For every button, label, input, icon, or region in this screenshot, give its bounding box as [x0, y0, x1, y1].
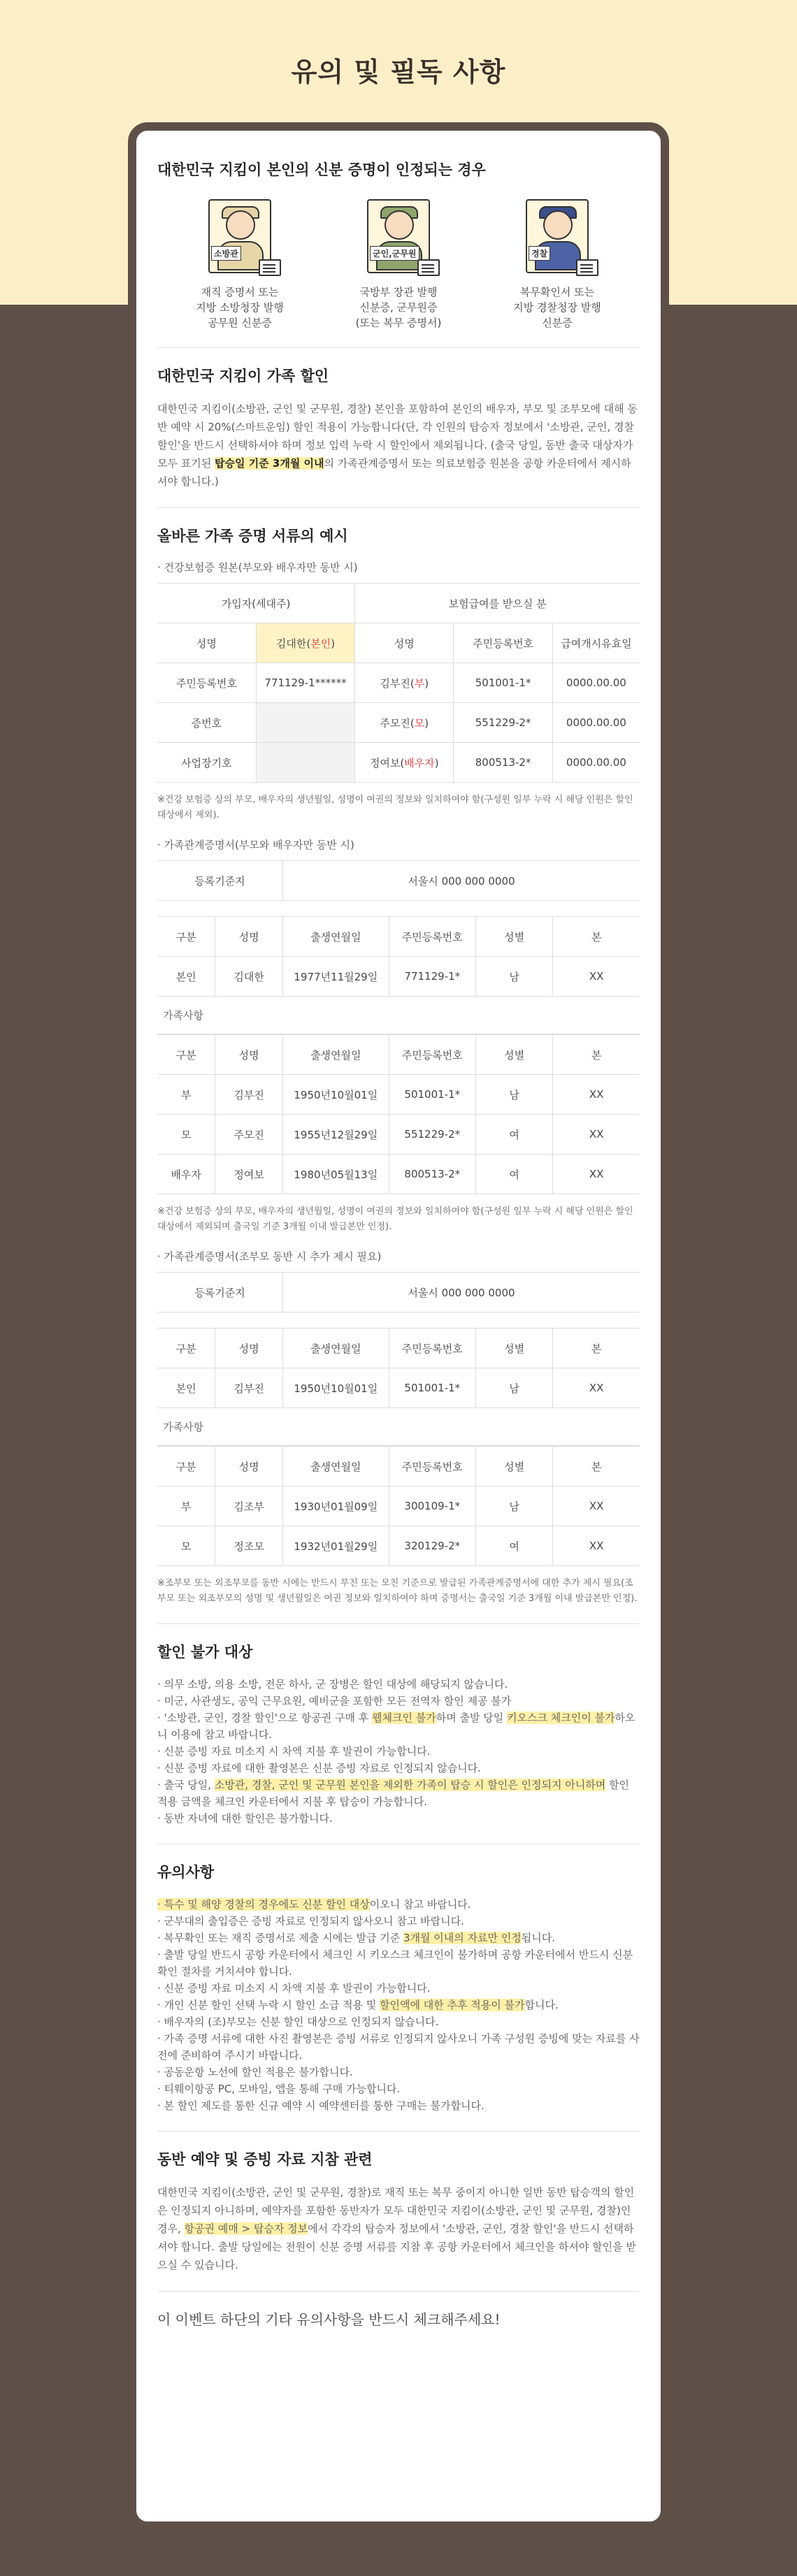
note-family-cert: ※건강 보험증 상의 부모, 배우자의 생년월일, 성명이 여권의 정보와 일치하여야 함(구성원 일부 누락 시 해당 인원은 할인 대상에서 제외되며 출국일 기준 3개월 이내 발급본만 인정). [157, 1206, 633, 1232]
table-row: 부 김부진 1950년10월01일 501001-1* 남 XX [157, 1075, 640, 1115]
divider [157, 2291, 640, 2292]
list-item: · 개인 신분 할인 선택 누락 시 할인 소급 적용 및 할인액에 대한 추후 적용이 불가합니다. [157, 1999, 559, 2011]
family-cert-reg-table [157, 860, 640, 901]
page-title: 유의 및 필독 사항 [291, 57, 506, 87]
list-item: · '소방관, 군인, 경찰 할인'으로 항공권 구매 후 웹체크인 불가하며 출발 당일 키오스크 체크인이 불가하오니 이용에 참고 바랍니다. [157, 1712, 636, 1741]
note-insurance: ※건강 보험증 상의 부모, 배우자의 생년월일, 성명이 여권의 정보와 일치하여야 함(구성원 일부 누락 시 해당 인원은 할인 대상에서 제외). [157, 795, 633, 820]
table-row: 구분 성명 출생연월일 주민등록번호 성별 본 [157, 1329, 640, 1368]
list-item: · 배우자의 (조)부모는 신분 할인 대상으로 인정되지 않습니다. [157, 2016, 439, 2028]
grandparent-cert-table [157, 1328, 640, 1408]
identity-icons-row [157, 194, 640, 331]
police-icon: 경찰 [526, 199, 589, 273]
table-row: 모 정조모 1932년01월29일 320129-2* 여 XX [157, 1526, 640, 1566]
notice-card [128, 122, 669, 2530]
table-row: 등록기준지 서울시 000 000 0000 [157, 1273, 640, 1312]
list-item: · 본 할인 제도를 통한 신규 예약 시 예약센터를 통한 구매는 불가합니다. [157, 2099, 484, 2112]
list-item: · 가족 증명 서류에 대한 사진 촬영본은 증빙 서류로 인정되지 않사오니 가족 구성원 증빙에 맞는 자료를 사전에 준비하여 주시기 바랍니다. [157, 2032, 640, 2062]
list-item: · 출발 당일 반드시 공항 카운터에서 체크인 시 키오스크 체크인이 불가하며 공항 카운터에서 반드시 신분 확인 절차를 거치셔야 합니다. [157, 1948, 633, 1978]
list-item: · 공동운항 노선에 할인 적용은 불가합니다. [157, 2066, 353, 2078]
section-heading-identity: 대한민국 지킴이 본인의 신분 증명이 인정되는 경우 [157, 161, 486, 178]
grandparent-reg-table [157, 1272, 640, 1312]
table-row: 배우자 정여보 1980년05월13일 800513-2* 여 XX [157, 1155, 640, 1194]
list-item: · 미군, 사관생도, 공익 근무요원, 예비군을 포함한 모든 전역자 할인 제공 불가 [157, 1695, 512, 1707]
not-eligible-list [157, 1676, 640, 1827]
table-row: 부 김조부 1930년01월09일 300109-1* 남 XX [157, 1486, 640, 1526]
note-grandparents: ※조부모 또는 외조부모를 동반 시에는 반드시 부친 또는 모친 기준으로 발급된 가족관계증명서에 대한 추가 제시 필요(조부모 또는 외조부모의 성명 및 생년월일은 여권 정보와 일치하여야 하며 증명서는 출국일 기준 3개월 이내 발급본만 인정). [157, 1578, 638, 1604]
table-row: 사업장기호 정여보(배우자) 800513-2* 0000.00.00 [157, 743, 640, 783]
section-heading-documents: 올바른 가족 증명 서류의 예시 [157, 528, 348, 544]
divider [157, 347, 640, 348]
list-item: · 동반 자녀에 대한 할인은 불가합니다. [157, 1812, 333, 1825]
divider [157, 507, 640, 508]
table-row: 등록기준지 서울시 000 000 0000 [157, 861, 640, 901]
section-heading-not-eligible: 할인 불가 대상 [157, 1644, 253, 1660]
table-row: 본인 김부진 1950년10월01일 501001-1* 남 XX [157, 1368, 640, 1408]
list-item: · 복무확인 또는 재직 증명서로 제출 시에는 발급 기준 3개월 이내의 자료만 인정됩니다. [157, 1932, 555, 1944]
firefighter-icon: 소방관 [208, 199, 271, 273]
firefighter-item: 소방관 재직 증명서 또는 지방 소방청장 발행 공무원 신분증 [171, 199, 308, 331]
list-item: · 신분 증빙 자료에 대한 촬영본은 신분 증빙 자료로 인정되지 않습니다. [157, 1762, 481, 1774]
family-members-table [157, 1034, 640, 1194]
soldier-icon: 군인,군무원 [367, 199, 430, 273]
list-item: · 특수 및 해양 경찰의 경우에도 신분 할인 대상이오니 참고 바랍니다. [157, 1898, 471, 1911]
divider [157, 2131, 640, 2132]
subhead-family-cert: · 가족관계증명서(부모와 배우자만 동반 시) [157, 839, 354, 851]
notes-list [157, 1896, 640, 2114]
section-heading-companion: 동반 예약 및 증빙 자료 지참 관련 [157, 2151, 373, 2168]
soldier-item: 군인,군무원 국방부 장관 발행 신분증, 군무원증 (또는 복무 증명서) [330, 199, 467, 331]
family-label: 가족사항 [157, 1408, 640, 1446]
table-row: 성명 김대한(본인) 성명 주민등록번호 급여개시유효일 [157, 623, 640, 663]
police-item: 경찰 복무확인서 또는 지방 경찰청장 발행 신분증 [489, 199, 626, 331]
family-discount-text: 대한민국 지킴이(소방관, 군인 및 군무원, 경찰) 본인을 포함하여 본인의 배우자, 부모 및 조부모에 대해 동반 예약 시 20%(스마트운임) 할인 적용이 가능합니다(단, 각 인원의 탑승자 정보에서 '소방관, 군인, 경찰 할인'을 반드시 선택하셔야 하며 정보 입력 누락 시 할인에서 제외됩니다. (출국 당일, 동반 출국 대상자가 모두 표기된 탑승일 기준 3개월 이내의 가족관계증명서 또는 의료보험증 원본을 공항 카운터에서 제시하셔야 합니다.) [157, 403, 638, 488]
list-item: · 신분 증빙 자료 미소지 시 차액 지불 후 발권이 가능합니다. [157, 1745, 431, 1758]
subhead-insurance: · 건강보험증 원본(부모와 배우자만 동반 시) [157, 561, 358, 574]
companion-text: 대한민국 지킴이(소방관, 군인 및 군무원, 경찰)로 재직 또는 복무 중이지 아니한 일반 동반 탑승객의 할인은 인정되지 아니하며, 예약자를 포함한 동반자가 모두 대한민국 지킴이(소방관, 군인 및 군무원, 경찰)인 경우, 항공권 예매 > 탑승자 정보에서 각각의 탑승자 정보에서 '소방관, 군인, 경찰 할인'을 반드시 선택하셔야 합니다. 출발 당일에는 전원이 신분 증명 서류를 지참 후 공항 카운터에서 체크인을 하셔야 할인을 받으실 수 있습니다. [157, 2186, 636, 2271]
divider [157, 1623, 640, 1624]
list-item: · 출국 당일, 소방관, 경찰, 군인 및 군무원 본인을 제외한 가족이 탑승 시 할인은 인정되지 아니하며 할인 적용 금액을 체크인 카운터에서 지불 후 탑승이 가능합니다. [157, 1779, 629, 1808]
list-item: · 신분 증빙 자료 미소지 시 차액 지불 후 발권이 가능합니다. [157, 1982, 431, 1995]
list-item: · 티웨이항공 PC, 모바일, 앱을 통해 구매 가능합니다. [157, 2083, 401, 2095]
section-heading-family-discount: 대한민국 지킴이 가족 할인 [157, 368, 329, 384]
table-row: 구분 성명 출생연월일 주민등록번호 성별 본 [157, 1447, 640, 1486]
list-item: · 군부대의 출입증은 증빙 자료로 인정되지 않사오니 참고 바랍니다. [157, 1915, 464, 1927]
insurance-card-table [157, 583, 640, 783]
section-heading-notes: 유의사항 [157, 1864, 215, 1881]
grandparent-members-table [157, 1446, 640, 1566]
table-row: 구분 성명 출생연월일 주민등록번호 성별 본 [157, 1035, 640, 1075]
table-row: 본인 김대한 1977년11월29일 771129-1* 남 XX [157, 957, 640, 997]
subhead-grandparents: · 가족관계증명서(조부모 동반 시 추가 제시 필요) [157, 1250, 382, 1263]
table-row: 주민등록번호 771129-1****** 김부진(부) 501001-1* 0000.00.00 [157, 663, 640, 703]
table-row: 가입자(세대주) 보험급여를 받으실 분 [157, 584, 640, 623]
table-row: 구분 성명 출생연월일 주민등록번호 성별 본 [157, 917, 640, 957]
family-label: 가족사항 [157, 997, 640, 1034]
table-row: 증번호 주모진(모) 551229-2* 0000.00.00 [157, 703, 640, 743]
table-row: 모 주모진 1955년12월29일 551229-2* 여 XX [157, 1115, 640, 1155]
family-cert-table [157, 916, 640, 997]
list-item: · 의무 소방, 의용 소방, 전문 하사, 군 장병은 할인 대상에 해당되지 않습니다. [157, 1678, 508, 1691]
bottom-message: 이 이벤트 하단의 기타 유의사항을 반드시 체크해주세요! [157, 2311, 501, 2328]
